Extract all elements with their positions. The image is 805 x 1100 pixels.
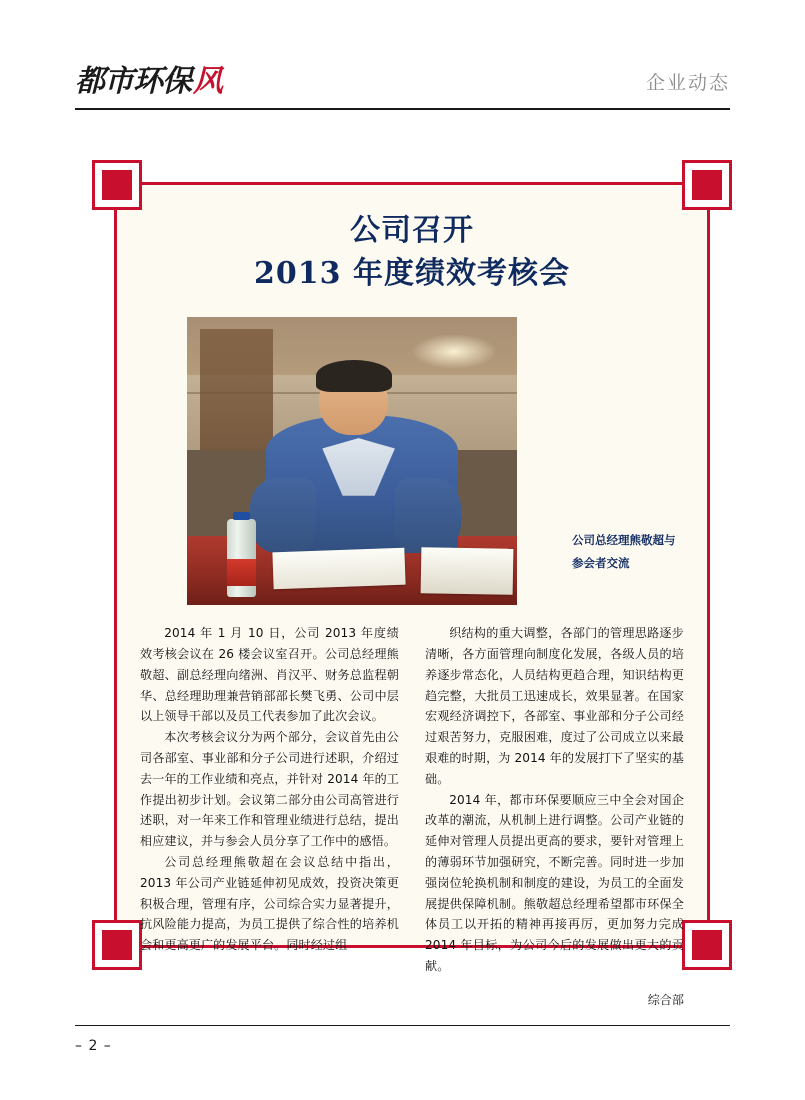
- logo-text: 都市环保: [75, 64, 191, 99]
- footer-divider: [75, 1025, 730, 1026]
- page-number: – 2 –: [75, 1038, 112, 1054]
- article-content: [140, 206, 684, 1007]
- photo-person-hair: [316, 360, 392, 392]
- paragraph: 织结构的重大调整，各部门的管理思路逐步清晰，各方面管理向制度化发展，各级人员的培养逐步常态化，人员结构更趋合理，知识结构更趋完整，大批员工迅速成长，效果显著。在国家宏观经济调控下，各部室、事业部和分子公司经过艰苦努力，克服困难，度过了公司成立以来最艰难的时期，为 2014 年的发展打下了坚实的基础。: [425, 626, 684, 786]
- photo-caption: 公司总经理熊敬超与参会者交流: [572, 533, 676, 571]
- photo-bottle-cap: [233, 512, 250, 520]
- photo-door: [200, 329, 273, 450]
- publication-logo: [75, 62, 223, 102]
- article-title: [140, 210, 684, 295]
- photo-person-arm-left: [250, 478, 316, 553]
- article-column-right: [425, 623, 684, 1008]
- paragraph: 2014 年，都市环保要顺应三中全会对国企改革的潮流，从机制上进行调整。公司产业链的延伸对管理人员提出更高的要求，要针对管理上的薄弱环节加强研究，不断完善。同时进一步加强岗位轮换机制和制度的建设，为员工的全面发展提供保障机制。熊敬超总经理希望都市环保全体员工以开拓的精神再接再厉，更加努力完成 2014 年目标，为公司今后的发展做出更大的贡献。: [425, 792, 684, 973]
- frame-corner-top-right: [682, 160, 732, 210]
- photo-bottle-label: [227, 559, 257, 585]
- paragraph: 公司总经理熊敬超在会议总结中指出，2013 年公司产业链延伸初见成效，投资决策更积极合理，管理有序，公司综合实力显著提升，抗风险能力提高，为员工提供了综合性的培养机会和更高更广的发展平台。同时经过组: [140, 854, 399, 953]
- photo-bottle: [227, 519, 257, 597]
- article-columns: [140, 623, 684, 1008]
- frame-corner-top-left: [92, 160, 142, 210]
- article-signature: 综合部: [647, 992, 684, 1007]
- article-column-left: [140, 623, 399, 1008]
- photo-block: [140, 317, 684, 613]
- photo-papers: [272, 548, 405, 590]
- article-title-line-2: 2013 年度绩效考核会: [254, 255, 570, 291]
- frame-corner-bottom-right: [682, 920, 732, 970]
- paragraph: 本次考核会议分为两个部分，会议首先由公司各部室、事业部和分子公司进行述职，介绍过去一年的工作业绩和亮点，并针对 2014 年的工作提出初步计划。会议第二部分由公司高管进行述职，对一年来工作和管理业绩进行总结，提出相应建议，并与参会人员分享了工作中的感悟。: [140, 730, 399, 849]
- article-title-line-1: 公司召开: [350, 213, 474, 248]
- article-frame: [92, 160, 732, 1007]
- photo-papers-stack: [421, 547, 514, 595]
- header-divider: [75, 108, 730, 110]
- section-label: 企业动态: [645, 72, 730, 94]
- photo-light: [411, 334, 497, 369]
- frame-corner-bottom-left: [92, 920, 142, 970]
- logo-mark-icon: 风: [193, 64, 223, 99]
- photo-person-arm-right: [395, 478, 461, 553]
- paragraph: 2014 年 1 月 10 日，公司 2013 年度绩效考核会议在 26 楼会议室召开。公司总经理熊敬超、副总经理向绪洲、肖汉平、财务总监程朝华、总经理助理兼营销部部长樊飞勇、公司中层以上领导干部以及员工代表参加了此次会议。: [140, 626, 399, 724]
- meeting-photo: [187, 317, 517, 605]
- page-header: [75, 62, 730, 114]
